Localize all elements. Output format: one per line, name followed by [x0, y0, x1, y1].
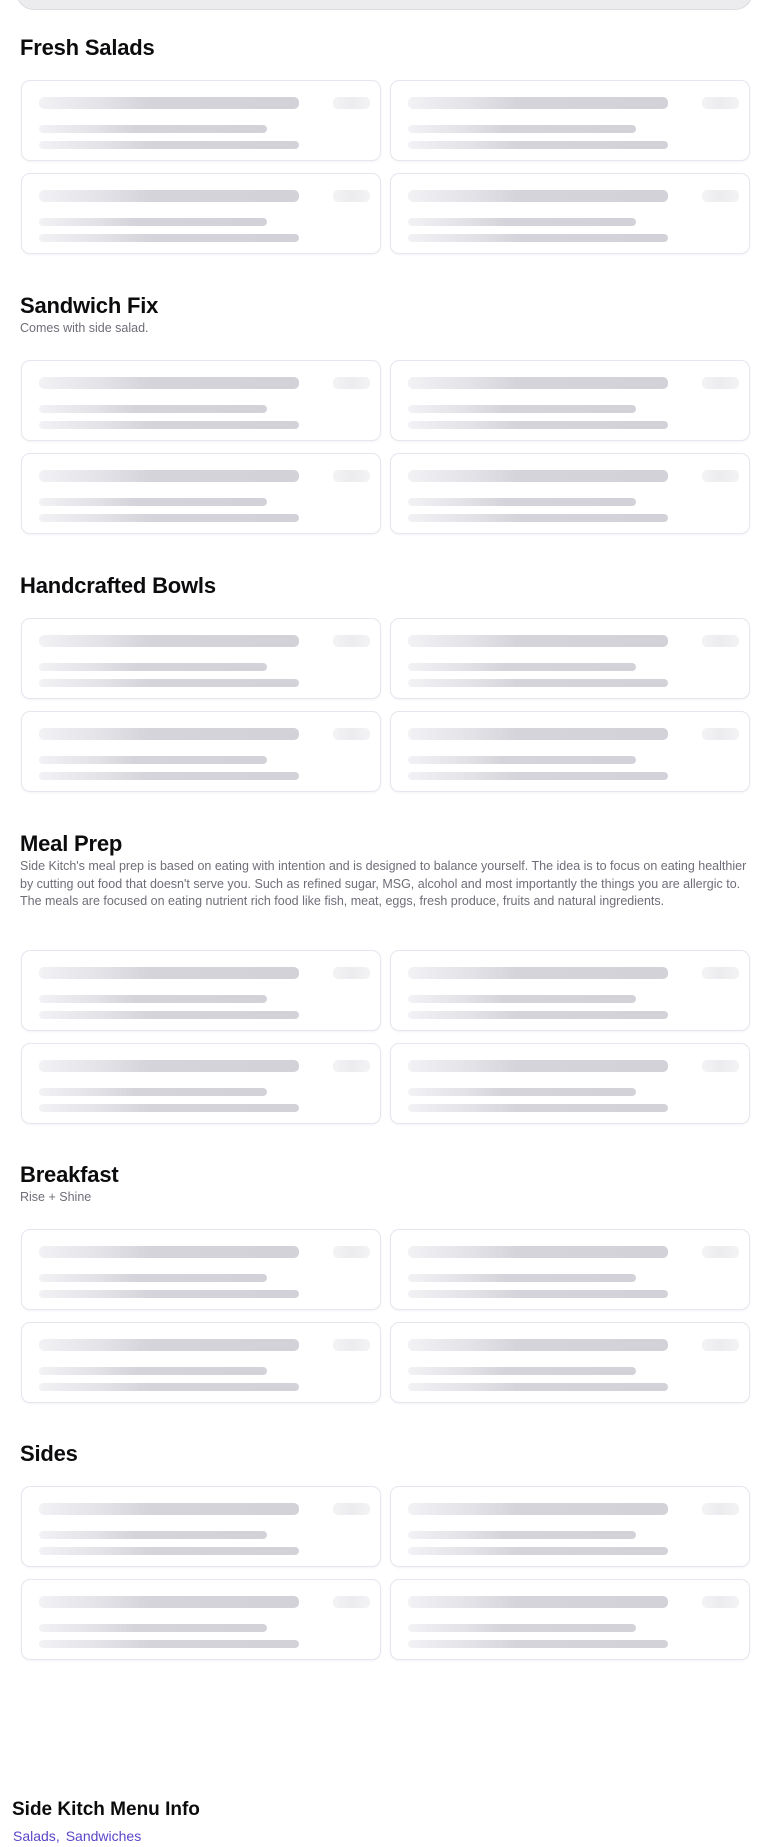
- link-separator: ,: [55, 1828, 60, 1844]
- skeleton-price: [333, 635, 370, 647]
- menu-item-card-loading[interactable]: [390, 1579, 750, 1660]
- skeleton-title: [408, 1596, 668, 1608]
- skeleton-price: [333, 190, 370, 202]
- skeleton-price: [702, 635, 739, 647]
- skeleton-title: [408, 1339, 668, 1351]
- skeleton-line: [39, 1088, 267, 1096]
- menu-item-card-loading[interactable]: [390, 711, 750, 792]
- skeleton-title: [408, 967, 668, 979]
- skeleton-title: [39, 635, 299, 647]
- menu-item-card-loading[interactable]: [390, 1486, 750, 1567]
- skeleton-line: [39, 756, 267, 764]
- menu-item-card-loading[interactable]: [21, 1043, 381, 1124]
- menu-item-card-loading[interactable]: [390, 1229, 750, 1310]
- skeleton-title: [39, 1503, 299, 1515]
- skeleton-line: [408, 1624, 636, 1632]
- skeleton-line: [408, 663, 636, 671]
- skeleton-price: [702, 1339, 739, 1351]
- skeleton-line: [408, 234, 668, 242]
- skeleton-price: [702, 1503, 739, 1515]
- menu-item-card-loading[interactable]: [390, 618, 750, 699]
- skeleton-price: [702, 1060, 739, 1072]
- skeleton-line: [408, 1088, 636, 1096]
- section-description: Rise + Shine: [20, 1190, 92, 1204]
- skeleton-line: [39, 1547, 299, 1555]
- skeleton-title: [39, 97, 299, 109]
- skeleton-title: [39, 1060, 299, 1072]
- menu-item-card-loading[interactable]: [390, 1043, 750, 1124]
- skeleton-line: [39, 663, 267, 671]
- skeleton-price: [333, 97, 370, 109]
- skeleton-line: [39, 1290, 299, 1298]
- skeleton-line: [39, 1624, 267, 1632]
- menu-item-card-loading[interactable]: [21, 453, 381, 534]
- skeleton-title: [39, 377, 299, 389]
- skeleton-line: [408, 1383, 668, 1391]
- menu-item-card-loading[interactable]: [390, 80, 750, 161]
- menu-item-card-loading[interactable]: [390, 1322, 750, 1403]
- skeleton-line: [408, 1274, 636, 1282]
- skeleton-line: [408, 1367, 636, 1375]
- skeleton-price: [333, 1503, 370, 1515]
- skeleton-price: [333, 377, 370, 389]
- section-description: Comes with side salad.: [20, 321, 149, 335]
- skeleton-line: [39, 421, 299, 429]
- menu-item-card-loading[interactable]: [390, 360, 750, 441]
- skeleton-line: [39, 995, 267, 1003]
- skeleton-line: [408, 1290, 668, 1298]
- skeleton-line: [39, 141, 299, 149]
- skeleton-line: [408, 995, 636, 1003]
- menu-item-card-loading[interactable]: [21, 1486, 381, 1567]
- skeleton-price: [702, 728, 739, 740]
- skeleton-price: [333, 1596, 370, 1608]
- footer-title: Side Kitch Menu Info: [12, 1799, 200, 1820]
- skeleton-title: [39, 1246, 299, 1258]
- skeleton-title: [408, 728, 668, 740]
- menu-item-card-loading[interactable]: [21, 1322, 381, 1403]
- section-title: Sides: [20, 1441, 78, 1466]
- search-bar-container[interactable]: [16, 0, 753, 10]
- menu-item-card-loading[interactable]: [390, 950, 750, 1031]
- skeleton-title: [408, 377, 668, 389]
- skeleton-line: [39, 1274, 267, 1282]
- skeleton-line: [39, 234, 299, 242]
- skeleton-price: [702, 190, 739, 202]
- footer-links: [13, 1828, 141, 1844]
- skeleton-line: [39, 1383, 299, 1391]
- section-title: Breakfast: [20, 1162, 119, 1187]
- section-description: Side Kitch's meal prep is based on eating with intention and is designed to balance yourself. The idea is to focus on eating healthier by cutting out food that doesn't serve you. Such as refined sugar, MSG, alcohol and most importantly the things you are allergic to. The meals are focused on eating nutrient rich food like fish, meat, eggs, fresh produce, fruits and natural ingredients.: [20, 859, 747, 908]
- section-title: Meal Prep: [20, 831, 123, 856]
- skeleton-line: [408, 421, 668, 429]
- skeleton-price: [702, 1246, 739, 1258]
- skeleton-line: [408, 514, 668, 522]
- skeleton-line: [39, 1011, 299, 1019]
- menu-item-card-loading[interactable]: [21, 1579, 381, 1660]
- skeleton-title: [408, 470, 668, 482]
- skeleton-line: [39, 1640, 299, 1648]
- skeleton-price: [702, 377, 739, 389]
- skeleton-line: [408, 141, 668, 149]
- skeleton-title: [39, 1339, 299, 1351]
- skeleton-line: [39, 1104, 299, 1112]
- skeleton-price: [702, 97, 739, 109]
- skeleton-line: [408, 218, 636, 226]
- skeleton-line: [408, 1011, 668, 1019]
- footer-link-salads[interactable]: Salads: [13, 1828, 56, 1844]
- skeleton-price: [333, 1246, 370, 1258]
- skeleton-price: [333, 967, 370, 979]
- menu-item-card-loading[interactable]: [390, 453, 750, 534]
- section-title: Handcrafted Bowls: [20, 573, 216, 598]
- skeleton-title: [39, 470, 299, 482]
- menu-item-card-loading[interactable]: [21, 950, 381, 1031]
- skeleton-title: [408, 1503, 668, 1515]
- skeleton-line: [39, 679, 299, 687]
- section-title: Sandwich Fix: [20, 293, 159, 318]
- skeleton-price: [702, 470, 739, 482]
- skeleton-line: [39, 772, 299, 780]
- menu-item-card-loading[interactable]: [21, 80, 381, 161]
- skeleton-price: [333, 1060, 370, 1072]
- skeleton-title: [408, 1246, 668, 1258]
- skeleton-title: [39, 728, 299, 740]
- skeleton-line: [408, 1104, 668, 1112]
- skeleton-line: [408, 756, 636, 764]
- skeleton-price: [702, 1596, 739, 1608]
- skeleton-line: [408, 125, 636, 133]
- skeleton-line: [39, 405, 267, 413]
- section-title: Fresh Salads: [20, 35, 155, 60]
- skeleton-line: [39, 218, 267, 226]
- skeleton-price: [702, 967, 739, 979]
- menu-item-card-loading[interactable]: [21, 173, 381, 254]
- skeleton-line: [39, 125, 267, 133]
- footer-link-sandwiches[interactable]: Sandwiches: [65, 1828, 142, 1844]
- menu-item-card-loading[interactable]: [21, 360, 381, 441]
- skeleton-title: [39, 967, 299, 979]
- skeleton-line: [39, 514, 299, 522]
- skeleton-title: [408, 97, 668, 109]
- skeleton-title: [408, 190, 668, 202]
- skeleton-price: [333, 1339, 370, 1351]
- menu-item-card-loading[interactable]: [390, 173, 750, 254]
- skeleton-line: [408, 1531, 636, 1539]
- menu-item-card-loading[interactable]: [21, 618, 381, 699]
- skeleton-line: [408, 498, 636, 506]
- skeleton-title: [408, 1060, 668, 1072]
- skeleton-line: [408, 1547, 668, 1555]
- skeleton-line: [39, 1531, 267, 1539]
- skeleton-line: [39, 498, 267, 506]
- skeleton-line: [408, 405, 636, 413]
- menu-item-card-loading[interactable]: [21, 711, 381, 792]
- skeleton-price: [333, 728, 370, 740]
- menu-item-card-loading[interactable]: [21, 1229, 381, 1310]
- skeleton-line: [39, 1367, 267, 1375]
- skeleton-title: [39, 1596, 299, 1608]
- skeleton-line: [408, 679, 668, 687]
- skeleton-title: [39, 190, 299, 202]
- skeleton-title: [408, 635, 668, 647]
- skeleton-line: [408, 1640, 668, 1648]
- skeleton-price: [333, 470, 370, 482]
- skeleton-line: [408, 772, 668, 780]
